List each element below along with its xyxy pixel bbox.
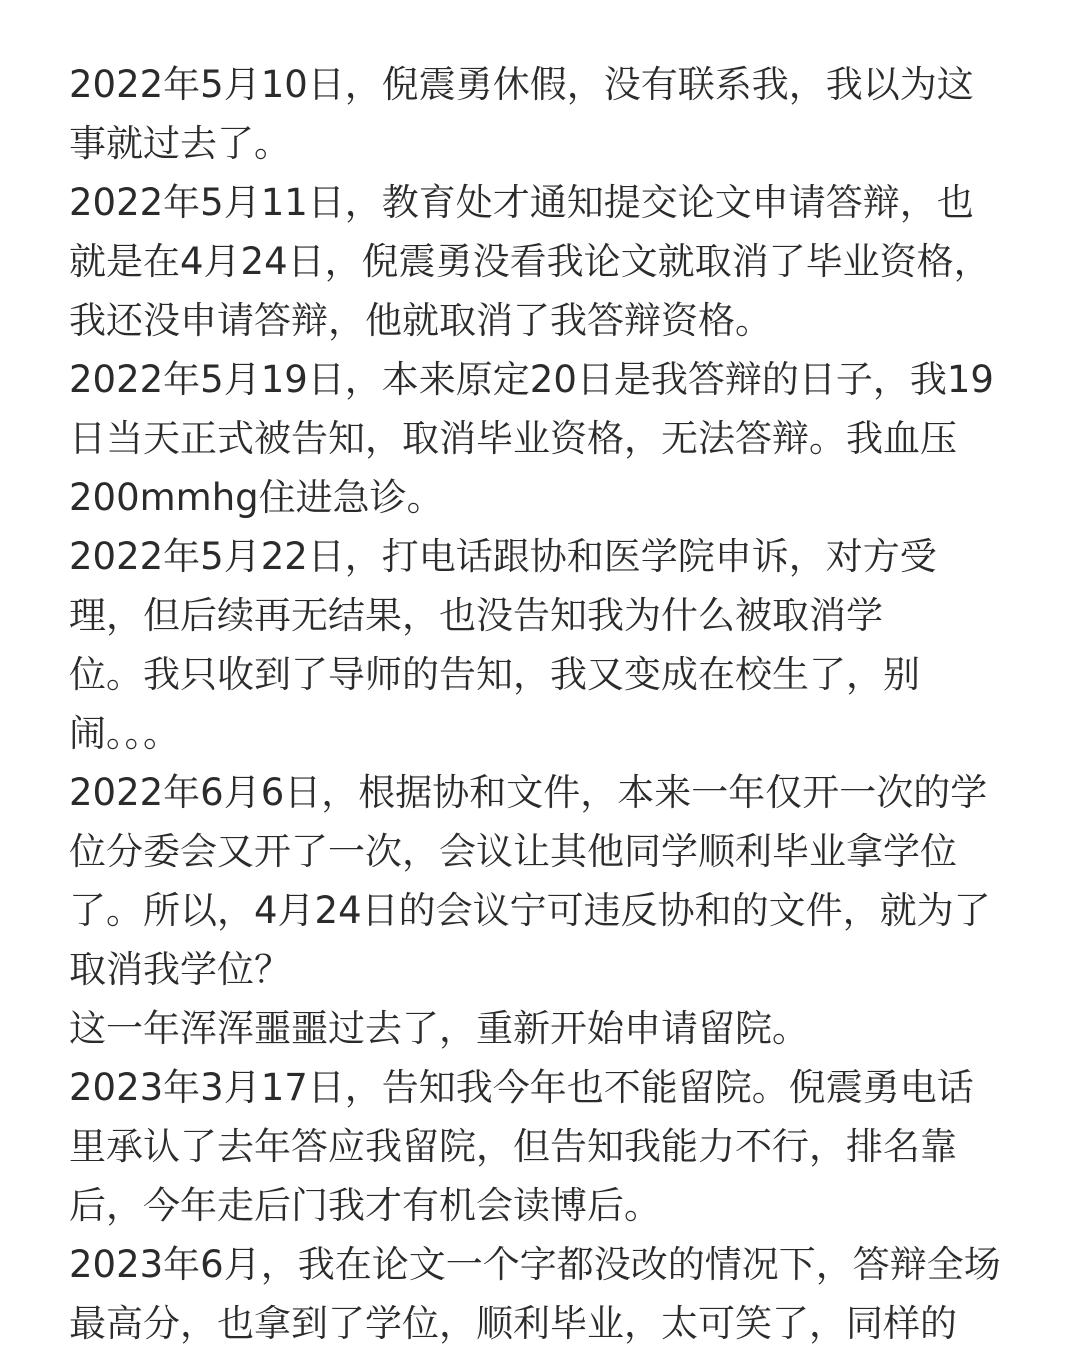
document-text — [69, 55, 1059, 1353]
text-line: 2022年5月11日，教育处才通知提交论文申请答辩，也 — [69, 181, 974, 224]
text-line: 2022年5月22日，打电话跟协和医学院申诉，对方受 — [69, 535, 937, 578]
text-line: 闹。。。 — [69, 712, 180, 755]
text-line: 2022年6月6日，根据协和文件，本来一年仅开一次的学 — [69, 771, 988, 814]
text-line: 2023年6月，我在论文一个字都没改的情况下，答辩全场 — [69, 1243, 1001, 1286]
text-line: 我还没申请答辩，他就取消了我答辩资格。 — [69, 299, 772, 342]
text-line: 就是在4月24日，倪震勇没看我论文就取消了毕业资格， — [69, 240, 991, 283]
text-line: 后，今年走后门我才有机会读博后。 — [69, 1184, 661, 1227]
text-line: 取消我学位？ — [69, 948, 291, 991]
text-line: 2022年5月10日，倪震勇休假，没有联系我，我以为这 — [69, 63, 974, 106]
text-line: 理，但后续再无结果，也没告知我为什么被取消学 — [69, 594, 883, 637]
text-line: 了。所以，4月24日的会议宁可违反协和的文件，就为了 — [69, 889, 991, 932]
text-line: 2022年5月19日，本来原定20日是我答辩的日子，我19 — [69, 358, 994, 401]
text-line: 位。我只收到了导师的告知，我又变成在校生了，别 — [69, 653, 920, 696]
text-line: 里承认了去年答应我留院，但告知我能力不行，排名靠 — [69, 1125, 957, 1168]
text-line: 这一年浑浑噩噩过去了，重新开始申请留院。 — [69, 1007, 809, 1050]
text-line: 日当天正式被告知，取消毕业资格，无法答辩。我血压 — [69, 417, 957, 460]
text-line: 事就过去了。 — [69, 122, 291, 165]
text-line: 2023年3月17日，告知我今年也不能留院。倪震勇电话 — [69, 1066, 974, 1109]
text-line: 位分委会又开了一次，会议让其他同学顺利毕业拿学位 — [69, 830, 957, 873]
text-line: 200mmhg住进急诊。 — [69, 476, 444, 519]
text-line: 最高分，也拿到了学位，顺利毕业，太可笑了，同样的 — [69, 1302, 957, 1345]
